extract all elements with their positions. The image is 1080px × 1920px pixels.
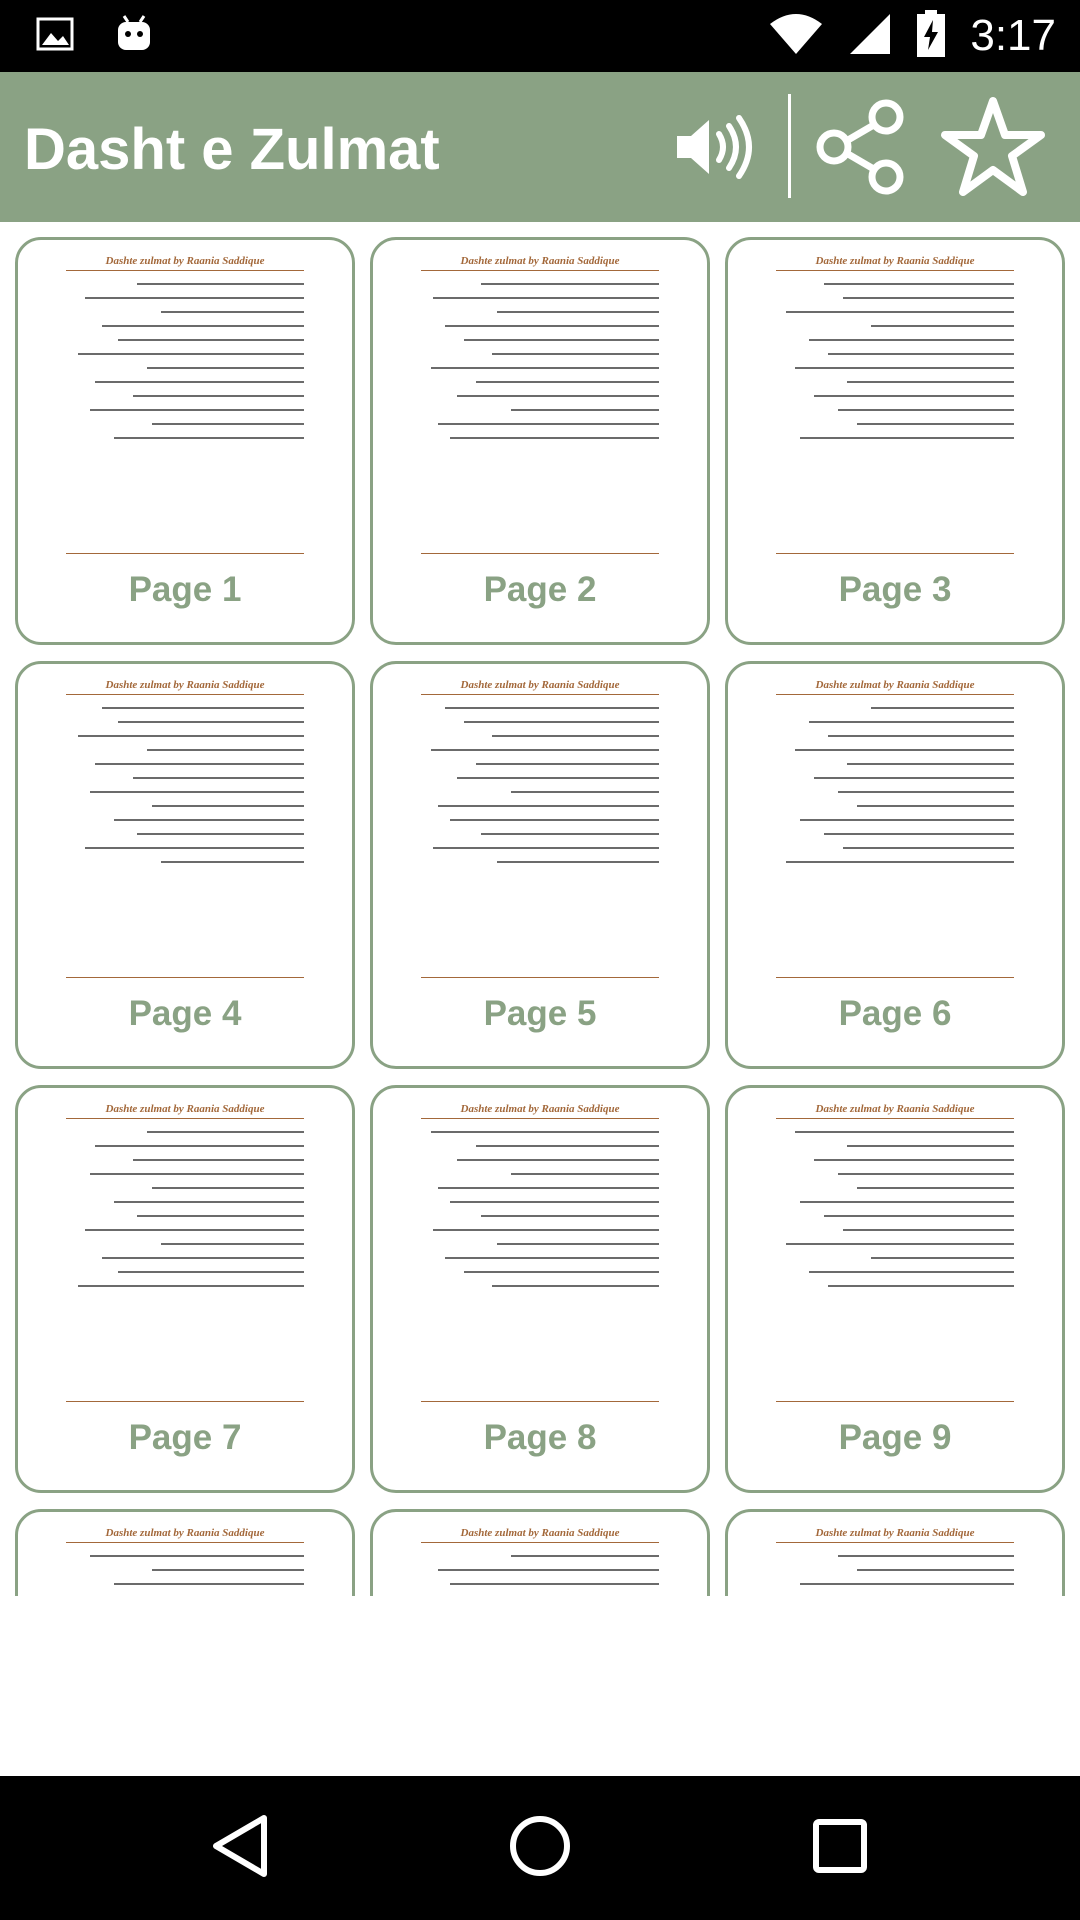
- text-line: [795, 1131, 1014, 1133]
- text-line: [152, 1569, 304, 1571]
- text-line: [857, 423, 1014, 425]
- page-card[interactable]: [725, 1509, 1065, 1596]
- text-line: [147, 367, 304, 369]
- text-line: [824, 283, 1014, 285]
- text-line: [481, 833, 660, 835]
- header-rule: [66, 1542, 304, 1543]
- text-line: [152, 423, 304, 425]
- page-text-lines: [776, 1131, 1014, 1287]
- text-line: [433, 1229, 659, 1231]
- footer-rule: [66, 1401, 304, 1402]
- text-line: [90, 409, 304, 411]
- page-card[interactable]: [15, 237, 355, 645]
- battery-charging-icon: [916, 10, 946, 63]
- page-thumbnail-header: Dashte zulmat by Raania Saddique: [105, 255, 265, 267]
- text-line: [476, 763, 659, 765]
- volume-button[interactable]: [658, 94, 768, 204]
- app-bar: [0, 72, 1080, 222]
- header-rule: [421, 1542, 659, 1543]
- text-line: [85, 847, 304, 849]
- page-card[interactable]: [370, 237, 710, 645]
- status-time: 3:17: [970, 11, 1056, 60]
- text-line: [95, 1145, 304, 1147]
- page-thumbnail: [752, 678, 1038, 978]
- page-thumbnail-header: Dashte zulmat by Raania Saddique: [815, 1103, 975, 1115]
- page-label: Page 2: [483, 570, 597, 609]
- page-thumbnail: [42, 1102, 328, 1402]
- text-line: [161, 861, 304, 863]
- page-label: Page 7: [128, 1418, 242, 1457]
- text-line: [95, 381, 304, 383]
- text-line: [438, 1569, 659, 1571]
- text-line: [450, 437, 659, 439]
- text-line: [114, 1583, 304, 1585]
- page-text-lines: [66, 1131, 304, 1287]
- text-line: [481, 1215, 660, 1217]
- text-line: [85, 1229, 304, 1231]
- footer-rule: [421, 977, 659, 978]
- text-line: [464, 339, 659, 341]
- text-line: [137, 833, 304, 835]
- page-card[interactable]: [370, 1085, 710, 1493]
- footer-rule: [421, 553, 659, 554]
- page-label: Page 4: [128, 994, 242, 1033]
- footer-rule: [776, 553, 1014, 554]
- page-thumbnail: [42, 678, 328, 978]
- text-line: [871, 1257, 1014, 1259]
- text-line: [438, 423, 659, 425]
- text-line: [133, 395, 304, 397]
- page-card[interactable]: [725, 1085, 1065, 1493]
- page-label: Page 3: [838, 570, 952, 609]
- text-line: [847, 763, 1014, 765]
- text-line: [457, 777, 659, 779]
- text-line: [152, 1187, 304, 1189]
- text-line: [133, 1159, 304, 1161]
- text-line: [857, 805, 1014, 807]
- text-line: [95, 763, 304, 765]
- page-thumbnail: [397, 254, 683, 554]
- text-line: [795, 749, 1014, 751]
- text-line: [492, 1285, 659, 1287]
- text-line: [814, 777, 1014, 779]
- text-line: [828, 735, 1014, 737]
- page-label: Page 5: [483, 994, 597, 1033]
- text-line: [828, 353, 1014, 355]
- star-icon: [939, 95, 1047, 204]
- text-line: [78, 1285, 304, 1287]
- footer-rule: [66, 553, 304, 554]
- text-line: [147, 1131, 304, 1133]
- text-line: [102, 1257, 304, 1259]
- footer-rule: [66, 977, 304, 978]
- page-thumbnail-header: Dashte zulmat by Raania Saddique: [105, 1527, 265, 1539]
- text-line: [871, 707, 1014, 709]
- page-thumbnail-header: Dashte zulmat by Raania Saddique: [460, 255, 620, 267]
- text-line: [492, 735, 659, 737]
- page-thumbnail: [752, 1526, 1038, 1596]
- page-thumbnail-header: Dashte zulmat by Raania Saddique: [105, 679, 265, 691]
- recents-button[interactable]: [790, 1798, 890, 1898]
- text-line: [152, 805, 304, 807]
- page-card[interactable]: [725, 237, 1065, 645]
- footer-rule: [421, 1401, 659, 1402]
- android-icon: [114, 14, 154, 59]
- page-thumbnail-header: Dashte zulmat by Raania Saddique: [460, 1103, 620, 1115]
- app-bar-divider: [788, 94, 791, 198]
- text-line: [476, 1145, 659, 1147]
- page-card[interactable]: [725, 661, 1065, 1069]
- text-line: [809, 721, 1014, 723]
- header-rule: [421, 1118, 659, 1119]
- page-card[interactable]: [370, 1509, 710, 1596]
- text-line: [90, 1173, 304, 1175]
- text-line: [786, 311, 1014, 313]
- page-text-lines: [776, 283, 1014, 439]
- text-line: [431, 1131, 659, 1133]
- text-line: [786, 1243, 1014, 1245]
- text-line: [137, 283, 304, 285]
- text-line: [800, 819, 1014, 821]
- text-line: [511, 1173, 659, 1175]
- text-line: [843, 1229, 1014, 1231]
- volume-icon: [673, 112, 753, 187]
- text-line: [809, 339, 1014, 341]
- header-rule: [776, 270, 1014, 271]
- back-icon: [210, 1814, 270, 1883]
- text-line: [457, 395, 659, 397]
- page-card[interactable]: [370, 661, 710, 1069]
- page-thumbnail: [42, 1526, 328, 1596]
- text-line: [438, 805, 659, 807]
- page-grid: [0, 222, 1080, 1596]
- header-rule: [66, 1118, 304, 1119]
- navigation-bar: [0, 1776, 1080, 1920]
- text-line: [871, 325, 1014, 327]
- page-thumbnail-header: Dashte zulmat by Raania Saddique: [460, 679, 620, 691]
- page-text-lines: [421, 1555, 659, 1585]
- text-line: [445, 325, 659, 327]
- page-thumbnail-header: Dashte zulmat by Raania Saddique: [815, 1527, 975, 1539]
- text-line: [102, 325, 304, 327]
- text-line: [497, 311, 659, 313]
- home-button[interactable]: [490, 1798, 590, 1898]
- text-line: [497, 1243, 659, 1245]
- text-line: [838, 409, 1014, 411]
- page-thumbnail: [397, 1526, 683, 1596]
- text-line: [450, 1583, 659, 1585]
- header-rule: [776, 1542, 1014, 1543]
- header-rule: [421, 270, 659, 271]
- page-label: Page 8: [483, 1418, 597, 1457]
- text-line: [450, 819, 659, 821]
- text-line: [85, 297, 304, 299]
- page-text-lines: [66, 283, 304, 439]
- page-card[interactable]: [15, 661, 355, 1069]
- page-text-lines: [776, 1555, 1014, 1585]
- text-line: [511, 791, 659, 793]
- text-line: [847, 1145, 1014, 1147]
- text-line: [114, 1201, 304, 1203]
- text-line: [161, 1243, 304, 1245]
- text-line: [511, 1555, 659, 1557]
- text-line: [511, 409, 659, 411]
- page-text-lines: [421, 283, 659, 439]
- page-label: Page 1: [128, 570, 242, 609]
- text-line: [809, 1271, 1014, 1273]
- text-line: [457, 1159, 659, 1161]
- text-line: [838, 1173, 1014, 1175]
- header-rule: [66, 270, 304, 271]
- text-line: [78, 735, 304, 737]
- page-text-lines: [66, 707, 304, 863]
- header-rule: [776, 1118, 1014, 1119]
- page-thumbnail: [752, 254, 1038, 554]
- text-line: [497, 861, 659, 863]
- header-rule: [421, 694, 659, 695]
- text-line: [786, 861, 1014, 863]
- header-rule: [776, 694, 1014, 695]
- text-line: [464, 1271, 659, 1273]
- text-line: [114, 819, 304, 821]
- text-line: [431, 749, 659, 751]
- text-line: [838, 791, 1014, 793]
- text-line: [90, 1555, 304, 1557]
- text-line: [438, 1187, 659, 1189]
- back-button[interactable]: [190, 1798, 290, 1898]
- text-line: [800, 1583, 1014, 1585]
- header-rule: [66, 694, 304, 695]
- text-line: [857, 1569, 1014, 1571]
- page-thumbnail: [397, 1102, 683, 1402]
- text-line: [147, 749, 304, 751]
- text-line: [161, 311, 304, 313]
- text-line: [137, 1215, 304, 1217]
- page-thumbnail: [397, 678, 683, 978]
- page-text-lines: [66, 1555, 304, 1585]
- page-text-lines: [421, 1131, 659, 1287]
- home-icon: [508, 1814, 572, 1883]
- page-label: Page 9: [838, 1418, 952, 1457]
- image-icon: [36, 17, 74, 56]
- text-line: [828, 1285, 1014, 1287]
- text-line: [481, 283, 660, 285]
- text-line: [118, 721, 304, 723]
- text-line: [445, 1257, 659, 1259]
- page-thumbnail: [752, 1102, 1038, 1402]
- text-line: [824, 833, 1014, 835]
- page-card[interactable]: [15, 1085, 355, 1493]
- text-line: [800, 1201, 1014, 1203]
- text-line: [857, 1187, 1014, 1189]
- text-line: [847, 381, 1014, 383]
- page-thumbnail: [42, 254, 328, 554]
- share-button[interactable]: [805, 94, 915, 204]
- page-thumbnail-header: Dashte zulmat by Raania Saddique: [460, 1527, 620, 1539]
- page-thumbnail-header: Dashte zulmat by Raania Saddique: [815, 679, 975, 691]
- text-line: [90, 791, 304, 793]
- app-title: Dasht e Zulmat: [24, 117, 440, 182]
- text-line: [118, 339, 304, 341]
- text-line: [78, 353, 304, 355]
- text-line: [133, 777, 304, 779]
- share-icon: [812, 99, 908, 200]
- text-line: [795, 367, 1014, 369]
- text-line: [814, 1159, 1014, 1161]
- signal-icon: [848, 12, 892, 61]
- text-line: [118, 1271, 304, 1273]
- text-line: [433, 847, 659, 849]
- text-line: [433, 297, 659, 299]
- text-line: [431, 367, 659, 369]
- text-line: [843, 297, 1014, 299]
- text-line: [114, 437, 304, 439]
- page-card[interactable]: [15, 1509, 355, 1596]
- text-line: [492, 353, 659, 355]
- page-thumbnail-header: Dashte zulmat by Raania Saddique: [105, 1103, 265, 1115]
- text-line: [476, 381, 659, 383]
- footer-rule: [776, 1401, 1014, 1402]
- text-line: [824, 1215, 1014, 1217]
- text-line: [445, 707, 659, 709]
- text-line: [814, 395, 1014, 397]
- text-line: [102, 707, 304, 709]
- favorite-button[interactable]: [938, 94, 1048, 204]
- text-line: [838, 1555, 1014, 1557]
- page-label: Page 6: [838, 994, 952, 1033]
- text-line: [843, 847, 1014, 849]
- text-line: [464, 721, 659, 723]
- text-line: [450, 1201, 659, 1203]
- recents-icon: [812, 1818, 868, 1879]
- wifi-icon: [768, 12, 824, 61]
- text-line: [800, 437, 1014, 439]
- footer-rule: [776, 977, 1014, 978]
- page-text-lines: [776, 707, 1014, 863]
- page-thumbnail-header: Dashte zulmat by Raania Saddique: [815, 255, 975, 267]
- page-text-lines: [421, 707, 659, 863]
- status-bar: [0, 0, 1080, 72]
